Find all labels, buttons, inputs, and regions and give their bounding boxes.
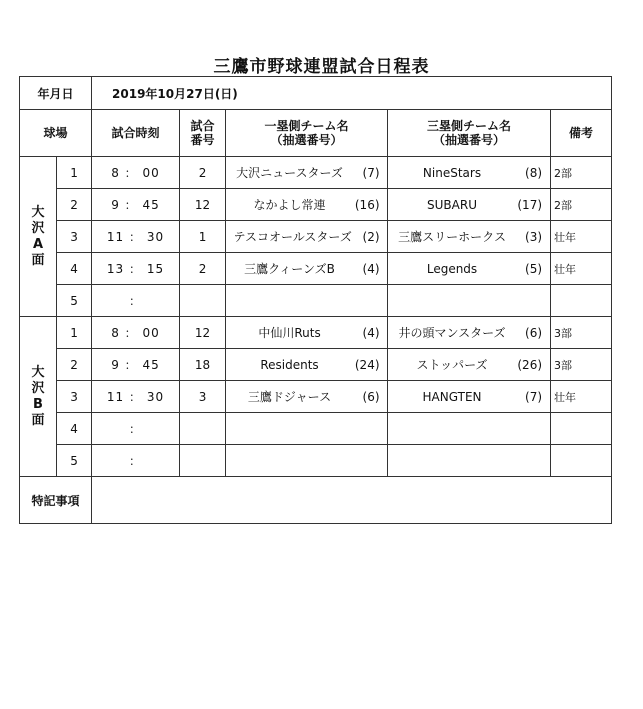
first-base-team — [226, 445, 388, 477]
row-number: 3 — [57, 381, 92, 413]
row-number: 4 — [57, 253, 92, 285]
game-number — [180, 445, 226, 477]
header-game-no — [180, 110, 226, 157]
game-number: 1 — [180, 221, 226, 253]
header-third-base — [388, 110, 551, 157]
first-base-team-name: なかよし常連 — [253, 198, 326, 212]
row-number: 1 — [57, 317, 92, 349]
first-base-team — [226, 285, 388, 317]
first-base-team — [226, 253, 388, 285]
field-name-char: 大 — [31, 204, 45, 220]
third-base-team — [388, 349, 551, 381]
row-number: 4 — [57, 413, 92, 445]
first-base-lottery-number: (6) — [362, 390, 380, 404]
table-row — [20, 157, 612, 189]
remarks-cell: 壮年 — [551, 253, 612, 285]
page-title: 三鷹市野球連盟試合日程表 — [213, 57, 430, 77]
first-base-team-name: Residents — [260, 357, 319, 372]
header-third-base-line2: （抽選番号） — [433, 133, 506, 147]
third-base-team-name: 三鷹スリーホークス — [398, 230, 506, 244]
game-number: 2 — [180, 157, 226, 189]
table-row — [20, 285, 612, 317]
header-row — [20, 110, 612, 157]
field-name-char: A — [32, 236, 44, 252]
row-number: 2 — [57, 189, 92, 221]
notes-row — [20, 477, 612, 524]
game-number: 3 — [180, 381, 226, 413]
first-base-team — [226, 381, 388, 413]
third-base-team — [388, 445, 551, 477]
row-number: 2 — [57, 349, 92, 381]
third-base-team — [388, 381, 551, 413]
remarks-cell: 2部 — [551, 157, 612, 189]
third-base-team — [388, 317, 551, 349]
first-base-lottery-number: (24) — [354, 357, 380, 372]
header-field: 球場 — [20, 110, 92, 157]
third-base-lottery-number: (26) — [517, 358, 543, 372]
first-base-lottery-number: (7) — [362, 166, 380, 180]
field-name — [20, 157, 57, 317]
first-base-team-name: 三鷹クィーンズB — [244, 262, 335, 276]
game-time: 8 ： 00 — [92, 317, 180, 349]
remarks-cell — [551, 285, 612, 317]
game-number: 12 — [180, 189, 226, 221]
third-base-team — [388, 413, 551, 445]
first-base-team-name: テスコオールスターズ — [233, 230, 352, 244]
remarks-cell: 3部 — [551, 317, 612, 349]
remarks-cell — [551, 445, 612, 477]
first-base-lottery-number: (16) — [354, 198, 380, 212]
game-time: 9 ： 45 — [92, 349, 180, 381]
header-game-no-line2: 番号 — [190, 133, 215, 147]
third-base-lottery-number: (8) — [525, 165, 543, 180]
table-row — [20, 253, 612, 285]
header-game-no-line1: 試合 — [190, 119, 215, 133]
remarks-cell: 3部 — [551, 349, 612, 381]
third-base-team-name: Legends — [426, 261, 478, 276]
third-base-team-name: NineStars — [422, 165, 482, 180]
third-base-team-name: HANGTEN — [422, 389, 482, 404]
third-base-team — [388, 157, 551, 189]
game-number — [180, 285, 226, 317]
header-time: 試合時刻 — [92, 110, 180, 157]
first-base-team-name: 大沢ニュースターズ — [236, 166, 343, 180]
third-base-lottery-number: (5) — [525, 261, 543, 276]
field-name — [20, 317, 57, 477]
date-label: 年月日 — [20, 77, 92, 110]
table-row — [20, 189, 612, 221]
table-row — [20, 221, 612, 253]
remarks-cell: 2部 — [551, 189, 612, 221]
third-base-team — [388, 253, 551, 285]
third-base-team-name: 井の頭マンスターズ — [398, 326, 506, 340]
game-time: 13 ： 15 — [92, 253, 180, 285]
date-row — [20, 77, 612, 110]
game-number: 18 — [180, 349, 226, 381]
first-base-lottery-number: (4) — [362, 326, 380, 340]
game-number: 12 — [180, 317, 226, 349]
remarks-cell: 壮年 — [551, 381, 612, 413]
third-base-team-name: ストッパーズ — [416, 358, 488, 372]
third-base-lottery-number: (17) — [517, 197, 543, 212]
first-base-team — [226, 317, 388, 349]
third-base-lottery-number: (3) — [525, 230, 543, 244]
third-base-team — [388, 285, 551, 317]
row-number: 5 — [57, 445, 92, 477]
game-time: ： — [92, 413, 180, 445]
first-base-team — [226, 157, 388, 189]
game-time: ： — [92, 285, 180, 317]
table-row — [20, 381, 612, 413]
first-base-team — [226, 189, 388, 221]
row-number: 1 — [57, 157, 92, 189]
field-name-char: 面 — [31, 412, 45, 428]
third-base-team — [388, 189, 551, 221]
field-name-char: 沢 — [31, 220, 45, 236]
remarks-cell — [551, 413, 612, 445]
row-number: 5 — [57, 285, 92, 317]
table-row — [20, 413, 612, 445]
field-name-char: 面 — [31, 252, 45, 268]
field-name-char: 大 — [31, 364, 45, 380]
first-base-team — [226, 349, 388, 381]
date-value: 2019年10月27日(日) — [92, 77, 612, 110]
table-row — [20, 445, 612, 477]
first-base-lottery-number: (4) — [362, 262, 380, 276]
header-first-base-line2: （抽選番号） — [270, 133, 343, 147]
field-name-char: 沢 — [31, 380, 45, 396]
row-number: 3 — [57, 221, 92, 253]
first-base-team-name: 中仙川Ruts — [258, 326, 321, 340]
third-base-team — [388, 221, 551, 253]
notes-value — [92, 477, 612, 524]
field-name-char: B — [33, 396, 43, 412]
first-base-lottery-number: (2) — [362, 230, 380, 244]
game-number — [180, 413, 226, 445]
header-first-base — [226, 110, 388, 157]
game-time: 11 ： 30 — [92, 221, 180, 253]
header-first-base-line1: 一塁側チーム名 — [264, 119, 349, 133]
first-base-team — [226, 413, 388, 445]
third-base-team-name: SUBARU — [427, 197, 477, 212]
game-time: ： — [92, 445, 180, 477]
header-third-base-line1: 三塁側チーム名 — [427, 119, 512, 133]
remarks-cell: 壮年 — [551, 221, 612, 253]
third-base-lottery-number: (6) — [525, 326, 543, 340]
header-remarks: 備考 — [551, 110, 612, 157]
game-number: 2 — [180, 253, 226, 285]
game-time: 9 ： 45 — [92, 189, 180, 221]
first-base-team-name: 三鷹ドジャース — [247, 390, 332, 404]
game-time: 8 ： 00 — [92, 157, 180, 189]
first-base-team — [226, 221, 388, 253]
table-row — [20, 349, 612, 381]
table-row — [20, 317, 612, 349]
schedule-table — [19, 76, 612, 524]
notes-label: 特記事項 — [20, 477, 92, 524]
game-time: 11 ： 30 — [92, 381, 180, 413]
third-base-lottery-number: (7) — [525, 389, 543, 404]
